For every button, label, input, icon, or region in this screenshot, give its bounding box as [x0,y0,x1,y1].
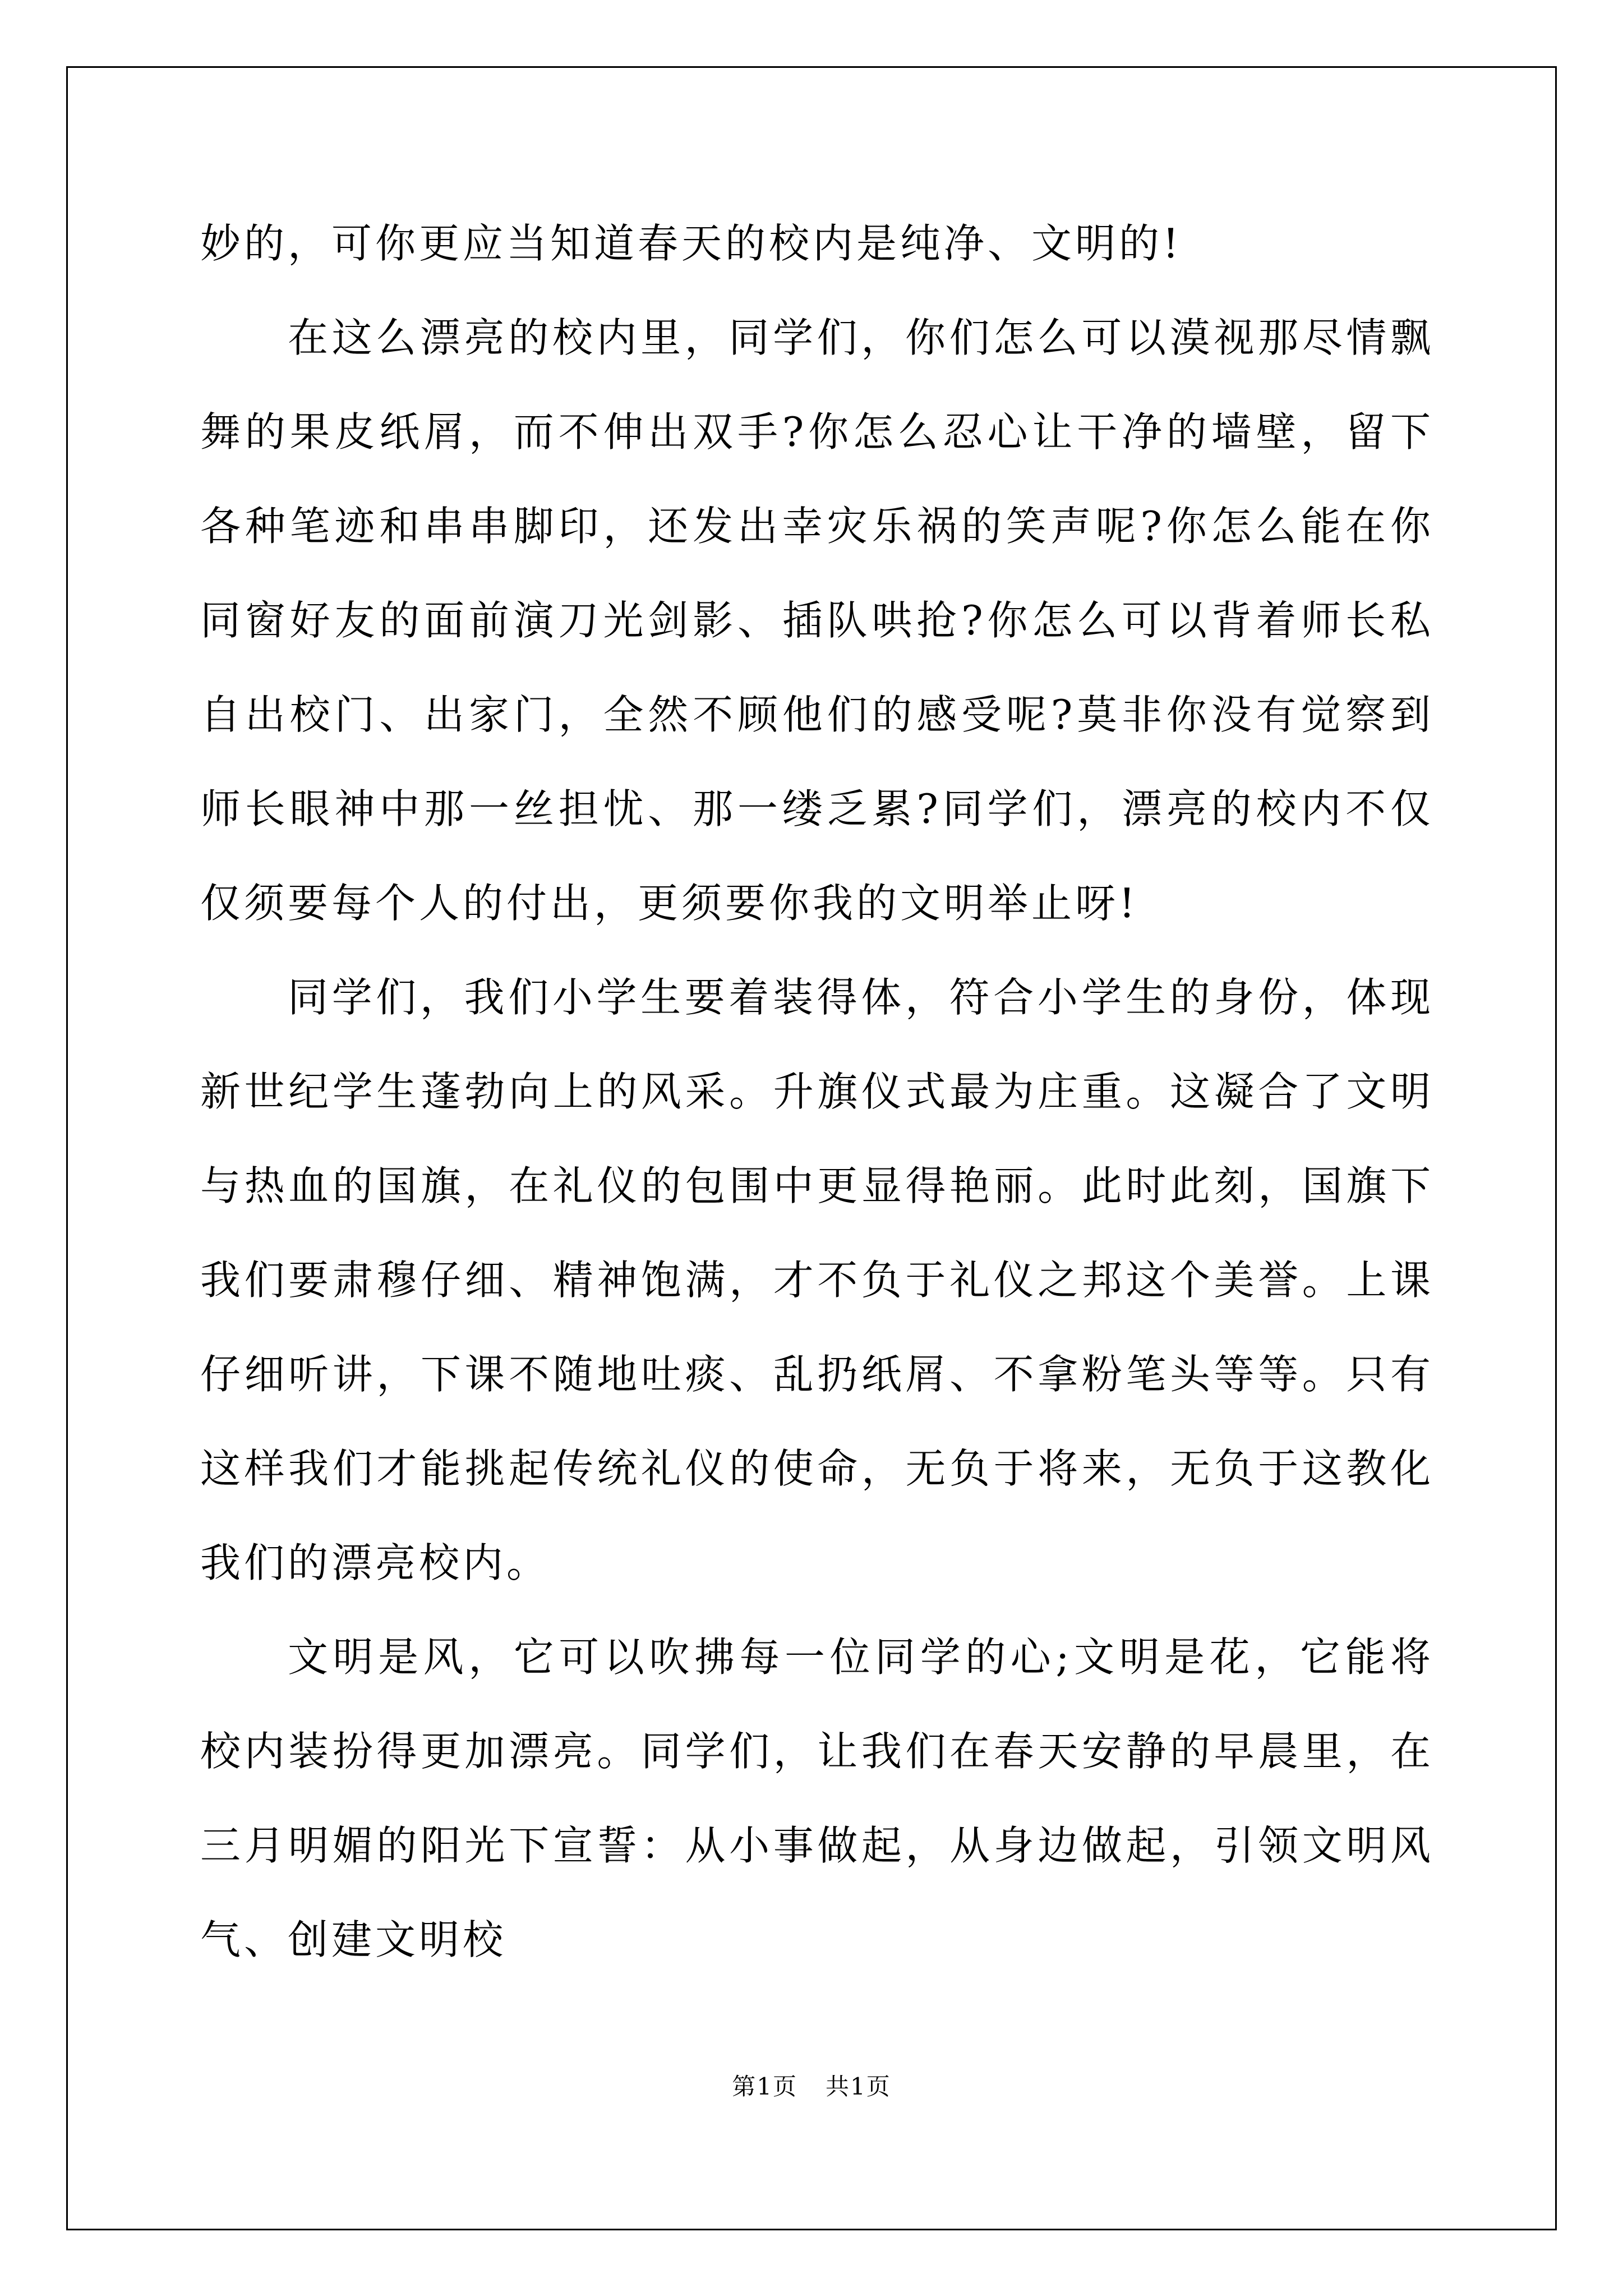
paragraph: 妙的，可你更应当知道春天的校内是纯净、文明的! [200,220,1182,267]
paragraph: 同学们，我们小学生要着装得体，符合小学生的身份，体现新世纪学生蓬勃向上的风采。升旗仪式最为庄重。这凝合了文明与热血的国旗，在礼仪的包围中更显得艳丽。此时此刻，国旗下我们要肃穆仔细、精神饱满，才不负于礼仪之邦这个美誉。上课仔细听讲，下课不随地吐痰、乱扔纸屑、不拿粉笔头等等。只有这样我们才能挑起传统礼仪的使命，无负于将来，无负于这教化我们的漂亮校内。 [200,974,1434,1586]
page-number: 第1页 [732,2073,797,2100]
page-footer [0,2070,1623,2104]
document-body [200,196,1434,1987]
paragraph: 在这么漂亮的校内里，同学们，你们怎么可以漠视那尽情飘舞的果皮纸屑，而不伸出双手?你怎么忍心让干净的墙壁，留下各种笔迹和串串脚印，还发出幸灾乐祸的笑声呢?你怎么能在你同窗好友的面前演刀光剑影、插队哄抢?你怎么可以背着师长私自出校门、出家门，全然不顾他们的感受呢?莫非你没有觉察到师长眼神中那一丝担忧、那一缕乏累?同学们，漂亮的校内不仅仅须要每个人的付出，更须要你我的文明举止呀! [200,314,1434,927]
page-total: 共1页 [826,2073,891,2100]
paragraph: 文明是风，它可以吹拂每一位同学的心;文明是花，它能将校内装扮得更加漂亮。同学们，让我们在春天安静的早晨里，在三月明媚的阳光下宣誓：从小事做起，从身边做起，引领文明风气、创建文明校 [200,1634,1434,1963]
